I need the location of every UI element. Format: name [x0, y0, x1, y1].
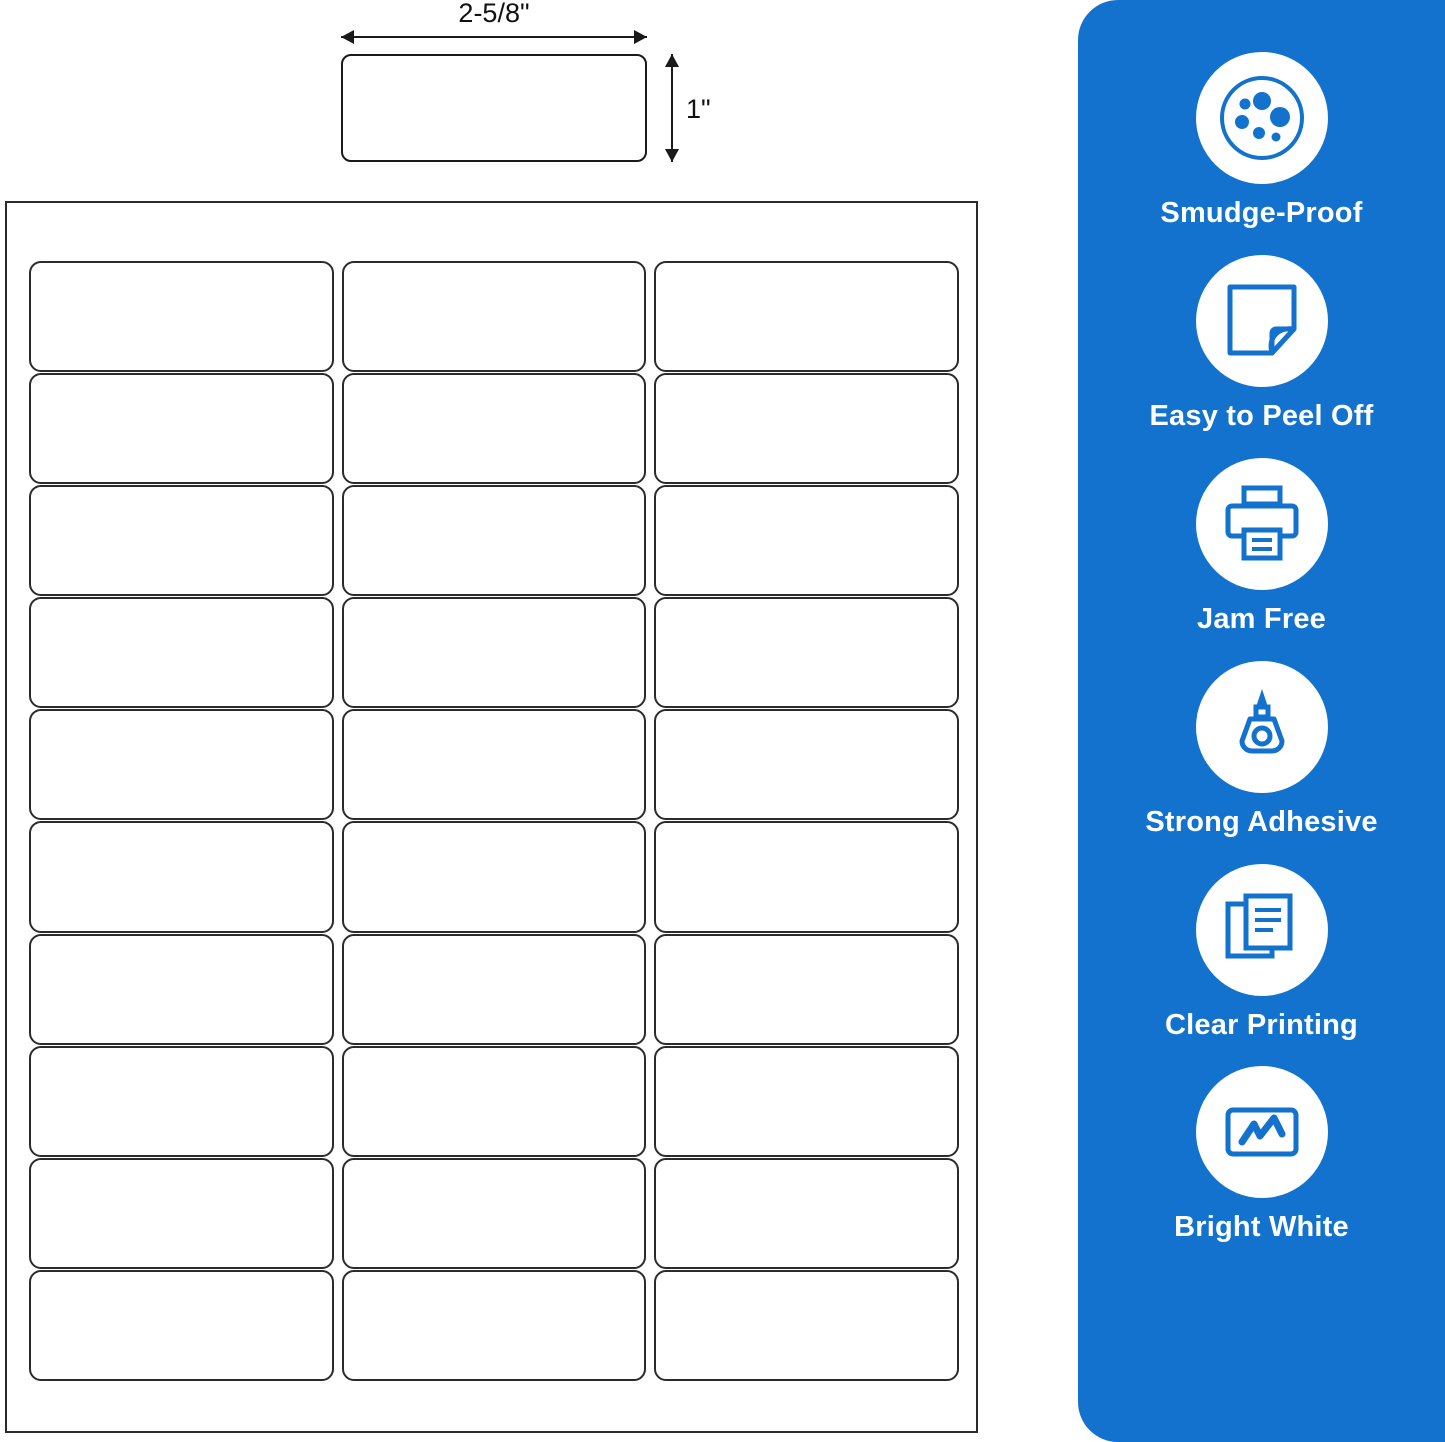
label-cell — [654, 1158, 959, 1269]
label-cell — [654, 821, 959, 932]
label-cell — [29, 597, 334, 708]
feature-label: Strong Adhesive — [1145, 805, 1378, 838]
label-cell — [654, 373, 959, 484]
bright-white-icon — [1196, 1066, 1328, 1198]
documents-icon — [1196, 864, 1328, 996]
droplets-icon — [1196, 52, 1328, 184]
width-arrow-right-icon — [634, 30, 647, 44]
label-cell — [29, 821, 334, 932]
feature-label: Smudge-Proof — [1160, 197, 1363, 229]
label-sheet — [5, 201, 978, 1433]
label-cell — [342, 821, 647, 932]
width-dimension-label: 2-5/8" — [458, 0, 530, 28]
label-cell — [342, 709, 647, 820]
width-arrow-left-icon — [341, 30, 354, 44]
label-cell — [342, 597, 647, 708]
label-cell — [29, 934, 334, 1045]
feature-item-easy-to-peel-off — [1078, 255, 1445, 433]
label-cell — [342, 485, 647, 596]
label-cell — [29, 261, 334, 372]
label-cell — [29, 709, 334, 820]
height-arrow-top-icon — [665, 54, 679, 67]
feature-item-strong-adhesive — [1078, 661, 1445, 839]
glue-bottle-icon — [1196, 661, 1328, 793]
label-cell — [654, 261, 959, 372]
height-dimension-label: 1" — [686, 94, 711, 124]
height-dimension-line — [671, 54, 673, 162]
feature-label: Bright White — [1174, 1211, 1349, 1244]
label-cell — [654, 485, 959, 596]
label-cell — [342, 261, 647, 372]
label-cell — [29, 485, 334, 596]
label-cell — [654, 1270, 959, 1381]
sample-label-outline — [341, 54, 647, 162]
label-cell — [654, 934, 959, 1045]
feature-label: Easy to Peel Off — [1149, 399, 1374, 432]
label-grid — [29, 261, 959, 1381]
width-dimension-line — [341, 36, 647, 38]
feature-label: Jam Free — [1197, 602, 1326, 635]
label-cell — [654, 709, 959, 820]
label-cell — [342, 1158, 647, 1269]
label-cell — [29, 1158, 334, 1269]
height-arrow-bottom-icon — [665, 149, 679, 162]
label-cell — [342, 934, 647, 1045]
label-cell — [654, 1046, 959, 1157]
feature-item-clear-printing — [1078, 864, 1445, 1042]
feature-panel — [1078, 0, 1445, 1442]
label-cell — [342, 1046, 647, 1157]
label-cell — [29, 1046, 334, 1157]
feature-label: Clear Printing — [1165, 1008, 1358, 1041]
feature-item-smudge-proof — [1078, 52, 1445, 230]
dimension-diagram — [0, 0, 1040, 195]
height-dimension-arrow — [665, 54, 679, 162]
label-cell — [342, 373, 647, 484]
feature-item-jam-free — [1078, 458, 1445, 636]
label-cell — [29, 1270, 334, 1381]
label-cell — [342, 1270, 647, 1381]
label-cell — [29, 373, 334, 484]
feature-item-bright-white — [1078, 1066, 1445, 1244]
printer-icon — [1196, 458, 1328, 590]
label-cell — [654, 597, 959, 708]
width-dimension-arrow — [341, 30, 647, 44]
peel-sheet-icon — [1196, 255, 1328, 387]
